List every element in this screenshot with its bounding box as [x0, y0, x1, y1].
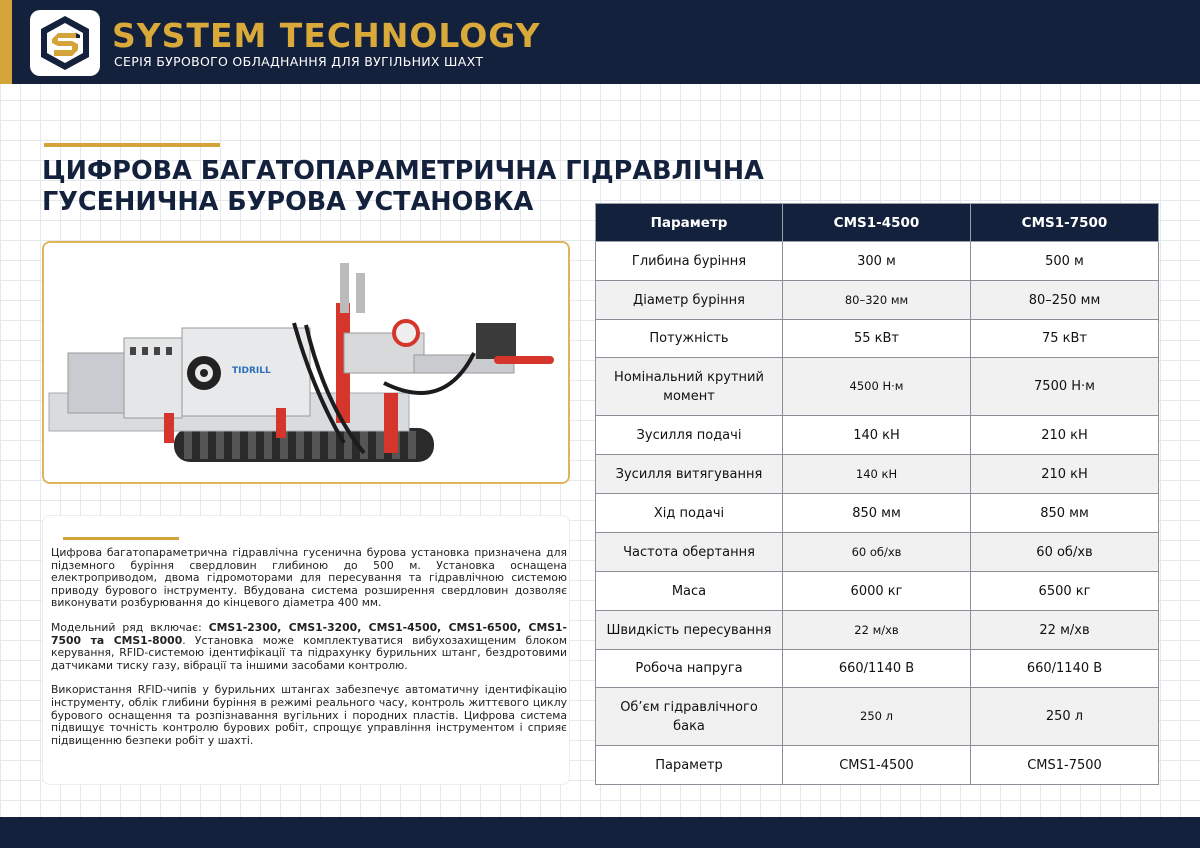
- table-cell-value: 75 кВт: [971, 320, 1159, 358]
- table-cell-param: Потужність: [596, 320, 783, 358]
- table-row: [596, 746, 1159, 785]
- table-cell-value: 7500 Н·м: [971, 358, 1159, 416]
- drilling-rig-image: [44, 243, 570, 484]
- table-row: [596, 242, 1159, 281]
- table-cell-value: 500 м: [971, 242, 1159, 281]
- header-gold-edge: [0, 0, 12, 84]
- models-suffix: . Установка може комплектуватися вибухозахищеним блоком керування, RFID-системою ідентифікації та підрахунку бурильних штанг, бездротовими датчиками тиску газу, вібрації та іншими засобами контролю.: [51, 633, 567, 672]
- company-logo: [30, 10, 100, 76]
- rig-brand-label: TIDRILL: [232, 366, 271, 376]
- table-cell-param: Робоча напруга: [596, 650, 783, 688]
- page-title-line-1: ЦИФРОВА БАГАТОПАРАМЕТРИЧНА ГІДРАВЛІЧНА: [42, 156, 764, 186]
- table-row: [596, 494, 1159, 533]
- description-accent-line: [63, 537, 179, 540]
- models-prefix: Модельний ряд включає:: [51, 620, 209, 634]
- description-paragraph-1: Цифрова багатопараметрична гідравлічна гусенична бурова установка призначена для підземного буріння свердловин глибиною до 500 м. Установка оснащена електроприводом, двома гідромоторами для пересування та гідравлічною системою приводу бурового інструменту. Вбудована система розширення свердловин дозволяє виконувати розбурювання до кінцевого діаметра 400 мм.: [51, 546, 567, 610]
- table-row: [596, 281, 1159, 320]
- table-cell-value: 250 л: [783, 688, 971, 746]
- table-row: [596, 358, 1159, 416]
- table-cell-value: 660/1140 В: [971, 650, 1159, 688]
- table-row: [596, 572, 1159, 611]
- table-cell-param: Зусилля подачі: [596, 416, 783, 455]
- header-bar: [0, 0, 1200, 84]
- table-cell-value: 210 кН: [971, 416, 1159, 455]
- table-cell-param: Глибина буріння: [596, 242, 783, 281]
- table-cell-value: 850 мм: [783, 494, 971, 533]
- table-cell-param: Частота обертання: [596, 533, 783, 572]
- table-row: [596, 650, 1159, 688]
- s-letter-hexagon-logo-icon: [36, 14, 94, 72]
- description-paragraph-2: [51, 622, 567, 672]
- table-cell-value: CMS1-7500: [971, 746, 1159, 785]
- table-row: [596, 688, 1159, 746]
- table-row: [596, 320, 1159, 358]
- table-cell-param: Хід подачі: [596, 494, 783, 533]
- table-header-row: [596, 204, 1159, 242]
- specifications-table: [595, 203, 1159, 785]
- table-cell-param: Параметр: [596, 746, 783, 785]
- table-cell-param: Швидкість пересування: [596, 611, 783, 650]
- drilling-rig-photo-card: [42, 241, 570, 484]
- table-cell-value: 6500 кг: [971, 572, 1159, 611]
- table-cell-value: CMS1-4500: [783, 746, 971, 785]
- table-cell-value: 660/1140 В: [783, 650, 971, 688]
- title-accent-line: [44, 143, 220, 147]
- table-cell-value: 250 л: [971, 688, 1159, 746]
- description-paragraph-3: Використання RFID-чипів у бурильних штангах забезпечує автоматичну ідентифікацію інструменту, облік глибини буріння в режимі реального часу, контроль життєвого циклу бурового оснащення та розпізнавання вугільних і породних пластів. Цифрова система підвищує точність контролю бурових робіт, спрощує управління інструментом і сприяє підвищенню безпеки робіт у шахті.: [51, 683, 567, 747]
- table-cell-value: 22 м/хв: [783, 611, 971, 650]
- table-cell-value: 60 об/хв: [971, 533, 1159, 572]
- table-row: [596, 416, 1159, 455]
- table-cell-param: Номінальний крутний момент: [596, 358, 783, 416]
- table-cell-value: 60 об/хв: [783, 533, 971, 572]
- page-title-line-2: ГУСЕНИЧНА БУРОВА УСТАНОВКА: [42, 187, 534, 217]
- table-cell-value: 210 кН: [971, 455, 1159, 494]
- table-cell-value: 4500 Н·м: [783, 358, 971, 416]
- table-row: [596, 611, 1159, 650]
- table-cell-value: 80–320 мм: [783, 281, 971, 320]
- table-cell-value: 300 м: [783, 242, 971, 281]
- table-cell-value: 140 кН: [783, 416, 971, 455]
- table-cell-value: 140 кН: [783, 455, 971, 494]
- table-cell-value: 22 м/хв: [971, 611, 1159, 650]
- table-cell-param: Діаметр буріння: [596, 281, 783, 320]
- table-cell-value: 850 мм: [971, 494, 1159, 533]
- table-cell-value: 55 кВт: [783, 320, 971, 358]
- description-card: [42, 515, 570, 785]
- table-header-model-a: CMS1-4500: [783, 204, 971, 242]
- table-cell-param: Зусилля витягування: [596, 455, 783, 494]
- table-cell-param: Об’єм гідравлічного бака: [596, 688, 783, 746]
- table-row: [596, 533, 1159, 572]
- description-text: [51, 547, 567, 759]
- table-header-parameter: Параметр: [596, 204, 783, 242]
- table-cell-value: 6000 кг: [783, 572, 971, 611]
- table-cell-value: 80–250 мм: [971, 281, 1159, 320]
- table-row: [596, 455, 1159, 494]
- brand-subtitle: СЕРІЯ БУРОВОГО ОБЛАДНАННЯ ДЛЯ ВУГІЛЬНИХ ШАХТ: [114, 54, 484, 69]
- table-header-model-b: CMS1-7500: [971, 204, 1159, 242]
- table-cell-param: Маса: [596, 572, 783, 611]
- models-list: CMS1-2300, CMS1-3200, CMS1-4500, CMS1-6500, CMS1-7500 та CMS1-8000: [51, 620, 567, 647]
- brand-title: SYSTEM TECHNOLOGY: [112, 16, 541, 55]
- footer-bar: [0, 817, 1200, 848]
